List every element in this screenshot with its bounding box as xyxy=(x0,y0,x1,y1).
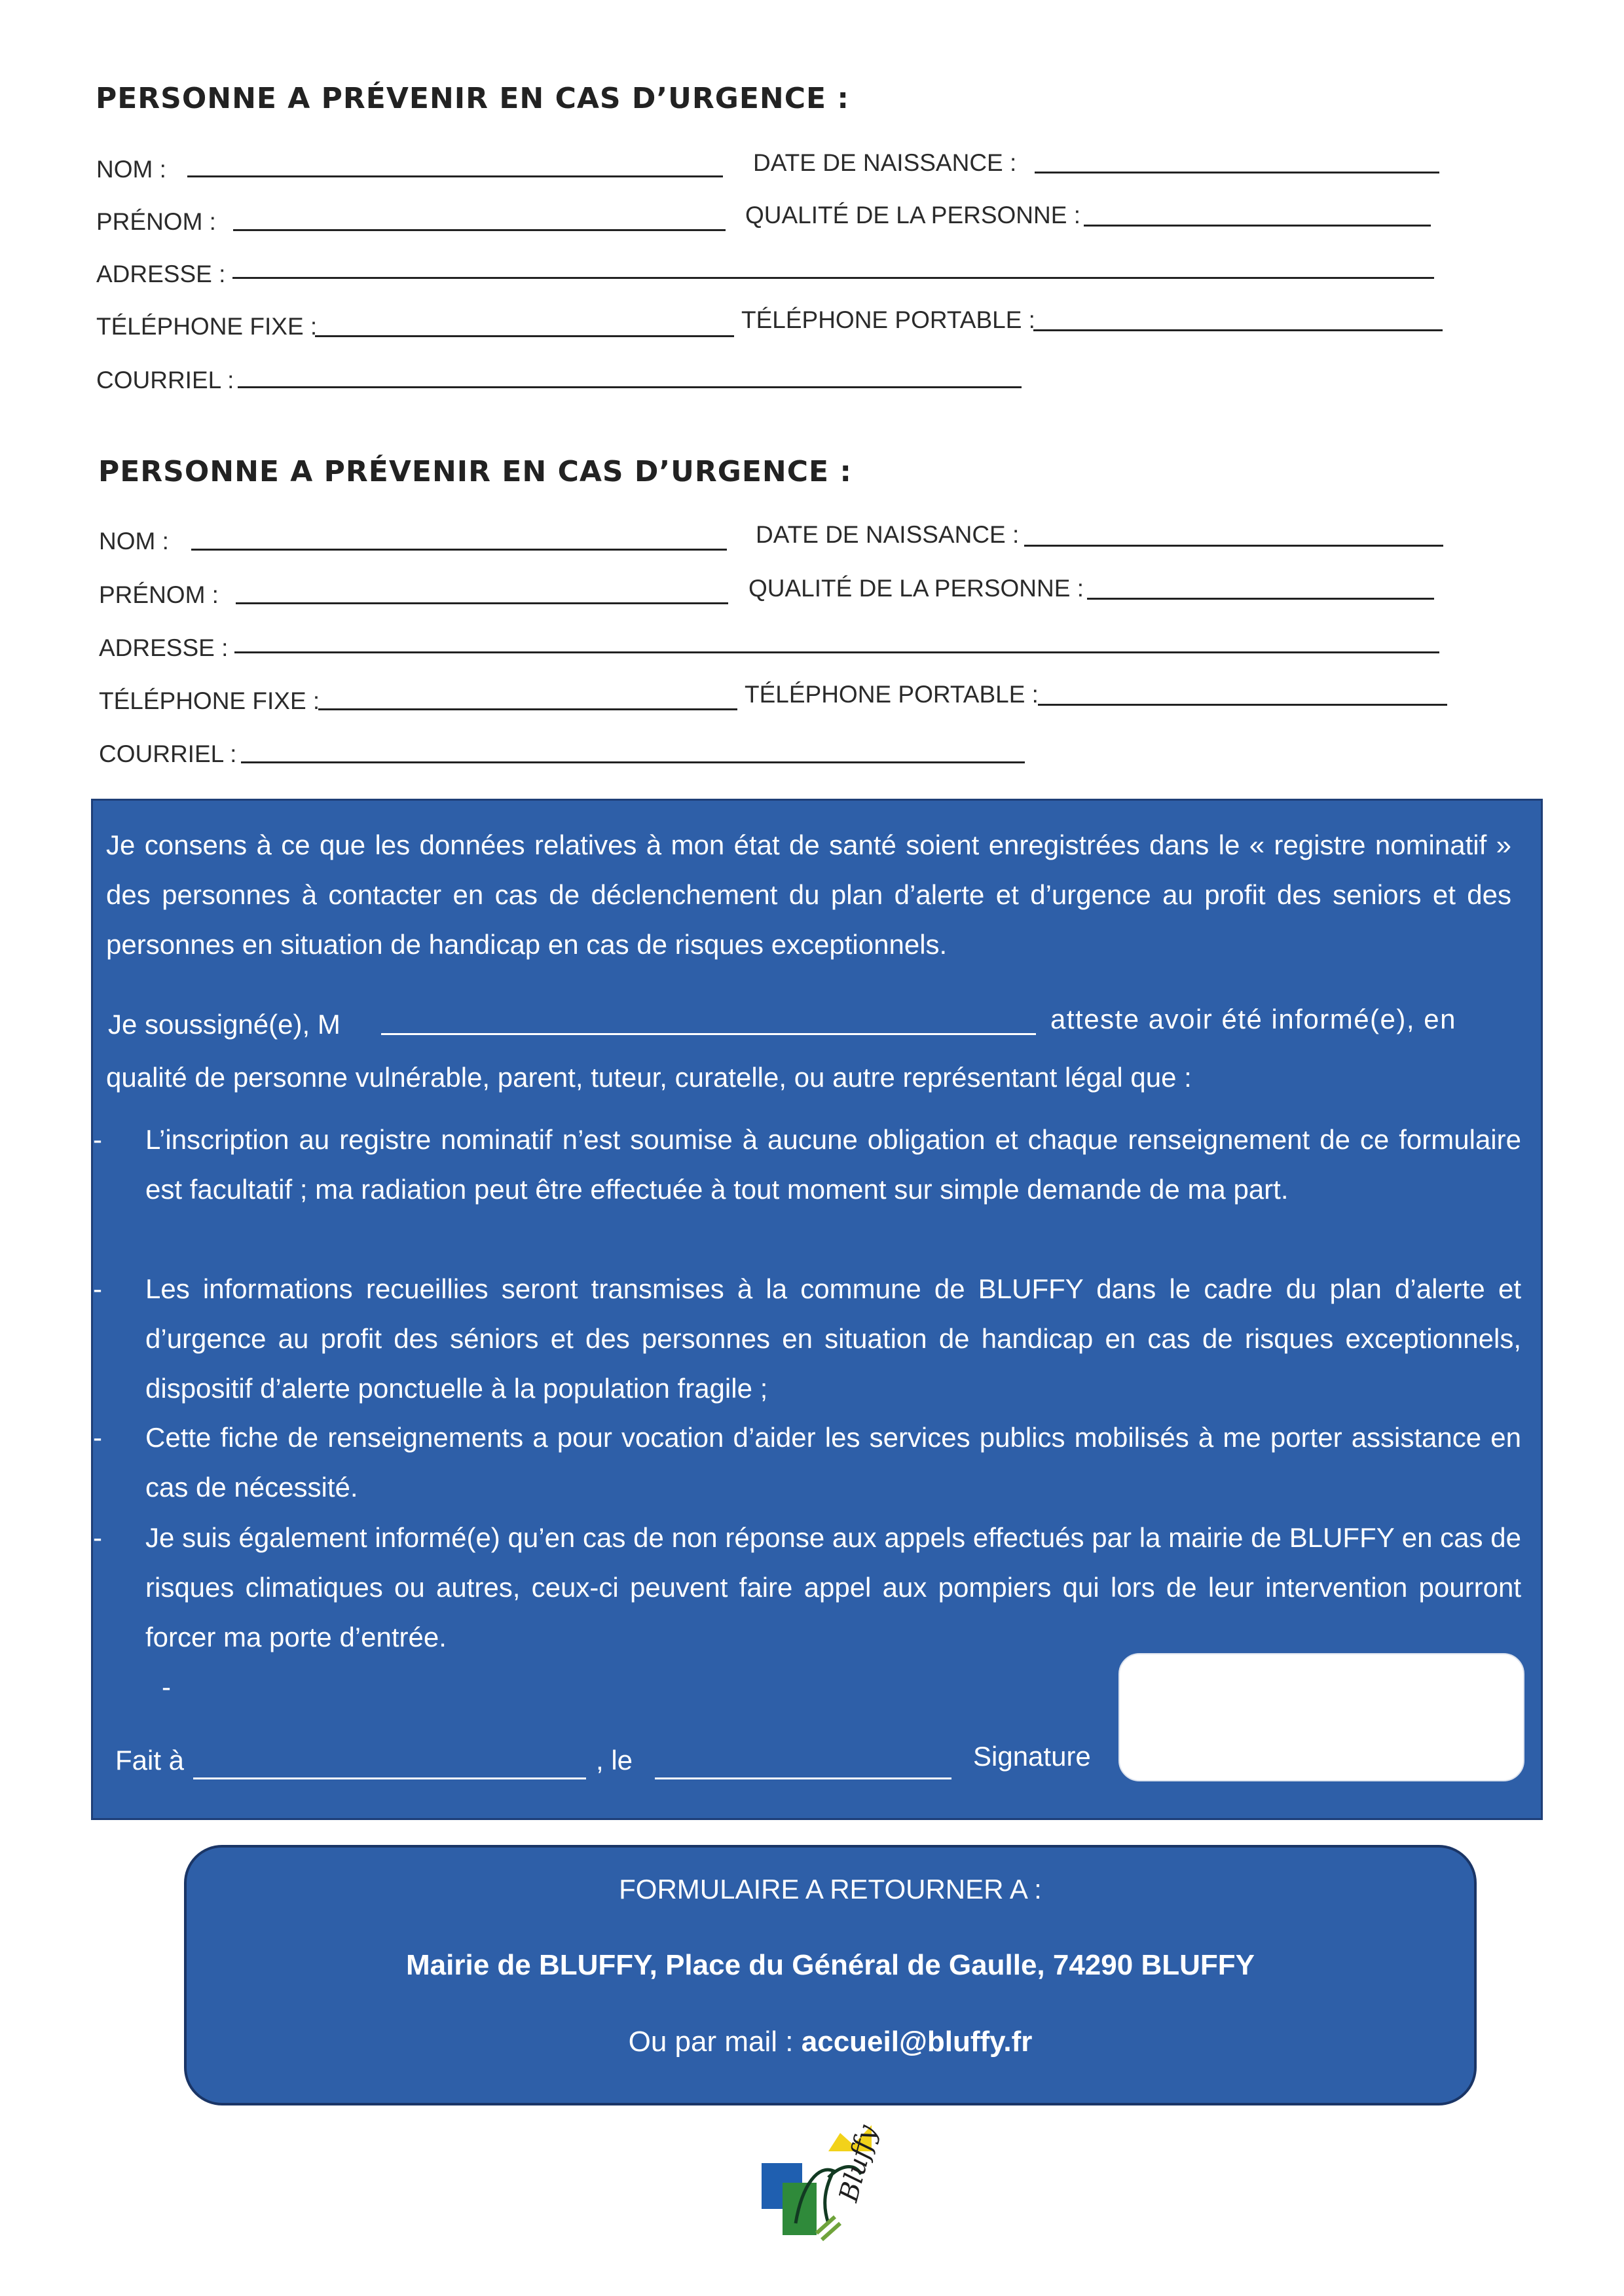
logo-wordmark: Bluffy xyxy=(834,2122,883,2205)
prenom-label: PRÉNOM : xyxy=(96,208,216,235)
bluffy-logo xyxy=(756,2122,900,2259)
telephone-portable-field[interactable] xyxy=(1033,329,1443,331)
courriel-field[interactable] xyxy=(241,761,1025,763)
bullet-dash: - xyxy=(93,1124,102,1155)
bullet-dash: - xyxy=(93,1273,102,1304)
fait-a-field[interactable] xyxy=(193,1777,586,1779)
email-link[interactable]: accueil@bluffy.fr xyxy=(801,2026,1033,2058)
signature-label: Signature xyxy=(973,1741,1091,1772)
bluffy-logo-graphic xyxy=(756,2125,900,2259)
return-heading: FORMULAIRE A RETOURNER A : xyxy=(619,1874,1042,1904)
fait-a-label: Fait à xyxy=(115,1745,185,1776)
bullet-dash: - xyxy=(93,1422,102,1453)
adresse-label: ADRESSE : xyxy=(99,634,229,661)
qualite-label: QUALITÉ DE LA PERSONNE : xyxy=(748,575,1084,602)
telephone-portable-field[interactable] xyxy=(1038,704,1447,706)
date-field[interactable] xyxy=(655,1777,951,1779)
emergency-contact-1-title: PERSONNE A PRÉVENIR EN CAS D’URGENCE : xyxy=(96,82,850,115)
qualite-field[interactable] xyxy=(1087,598,1434,600)
telephone-portable-label: TÉLÉPHONE PORTABLE : xyxy=(741,306,1035,333)
bullet-text: Cette fiche de renseignements a pour vocation d’aider les services publics mobilisés à me porter assistance en cas de nécessité. xyxy=(145,1422,1521,1503)
mail-prefix: Ou par mail : xyxy=(628,2026,794,2058)
courriel-label: COURRIEL : xyxy=(99,740,237,767)
soussigne-name-field[interactable] xyxy=(381,1033,1036,1035)
consent-bullet xyxy=(93,1513,1521,1662)
bullet-text: Les informations recueillies seront transmises à la commune de BLUFFY dans le cadre du plan d’alerte et d’urgence au profit des séniors et des personnes en situation de handicap en cas de risques exceptionnels, dispositif d’alerte ponctuelle à la population fragile ; xyxy=(145,1273,1521,1404)
adresse-field[interactable] xyxy=(234,651,1439,653)
telephone-portable-label: TÉLÉPHONE PORTABLE : xyxy=(745,681,1039,708)
consent-bullet xyxy=(93,1115,1521,1214)
nom-label: NOM : xyxy=(99,528,169,555)
return-address-box xyxy=(184,1845,1477,2105)
logo-grass xyxy=(817,2217,840,2240)
prenom-field[interactable] xyxy=(236,602,728,604)
date-naissance-field[interactable] xyxy=(1024,545,1443,547)
consent-bullet xyxy=(93,1413,1521,1512)
telephone-fixe-field[interactable] xyxy=(315,335,734,337)
date-naissance-label: DATE DE NAISSANCE : xyxy=(753,149,1017,176)
le-label: , le xyxy=(596,1745,633,1776)
qualite-field[interactable] xyxy=(1084,225,1431,227)
courriel-field[interactable] xyxy=(238,386,1022,388)
signature-box[interactable] xyxy=(1118,1653,1524,1781)
date-naissance-label: DATE DE NAISSANCE : xyxy=(756,521,1020,548)
telephone-fixe-label: TÉLÉPHONE FIXE : xyxy=(96,313,318,340)
prenom-label: PRÉNOM : xyxy=(99,581,219,608)
return-mail-line xyxy=(187,2026,1474,2058)
prenom-field[interactable] xyxy=(233,229,726,231)
adresse-field[interactable] xyxy=(232,277,1434,279)
date-naissance-field[interactable] xyxy=(1035,172,1439,173)
nom-field[interactable] xyxy=(187,175,723,177)
atteste-text: atteste avoir été informé(e), en xyxy=(1050,1004,1456,1034)
bullet-text: Je suis également informé(e) qu’en cas de non réponse aux appels effectués par la mairie de BLUFFY en cas de risques climatiques ou autres, ceux-ci peuvent faire appel aux pompiers qui lors de leur intervention pourront forcer ma porte d’entrée. xyxy=(145,1522,1521,1652)
emergency-contact-2-title: PERSONNE A PRÉVENIR EN CAS D’URGENCE : xyxy=(98,455,853,488)
empty-bullet-dash: - xyxy=(162,1671,171,1702)
consent-panel xyxy=(91,799,1543,1820)
bullet-text: L’inscription au registre nominatif n’est soumise à aucune obligation et chaque renseignement de ce formulaire est facultatif ; ma radiation peut être effectuée à tout moment sur simple demande de ma part. xyxy=(145,1124,1521,1205)
consent-intro: Je consens à ce que les données relatives à mon état de santé soient enregistrées dans le « registre nominatif » des personnes à contacter en cas de déclenchement du plan d’alerte et d’urgence au profit des seniors et des personnes en situation de handicap en cas de risques exceptionnels. xyxy=(106,829,1511,960)
nom-field[interactable] xyxy=(191,549,727,551)
consent-bullet xyxy=(93,1264,1521,1413)
qualite-representant-text: qualité de personne vulnérable, parent, tuteur, curatelle, ou autre représentant légal que : xyxy=(106,1062,1192,1093)
soussigne-label: Je soussigné(e), M xyxy=(108,1009,341,1040)
nom-label: NOM : xyxy=(96,156,166,183)
courriel-label: COURRIEL : xyxy=(96,367,234,393)
telephone-fixe-label: TÉLÉPHONE FIXE : xyxy=(99,687,320,714)
telephone-fixe-field[interactable] xyxy=(318,708,737,710)
adresse-label: ADRESSE : xyxy=(96,261,226,287)
bullet-dash: - xyxy=(93,1522,102,1553)
return-address: Mairie de BLUFFY, Place du Général de Gaulle, 74290 BLUFFY xyxy=(406,1949,1255,1981)
qualite-label: QUALITÉ DE LA PERSONNE : xyxy=(745,202,1080,228)
